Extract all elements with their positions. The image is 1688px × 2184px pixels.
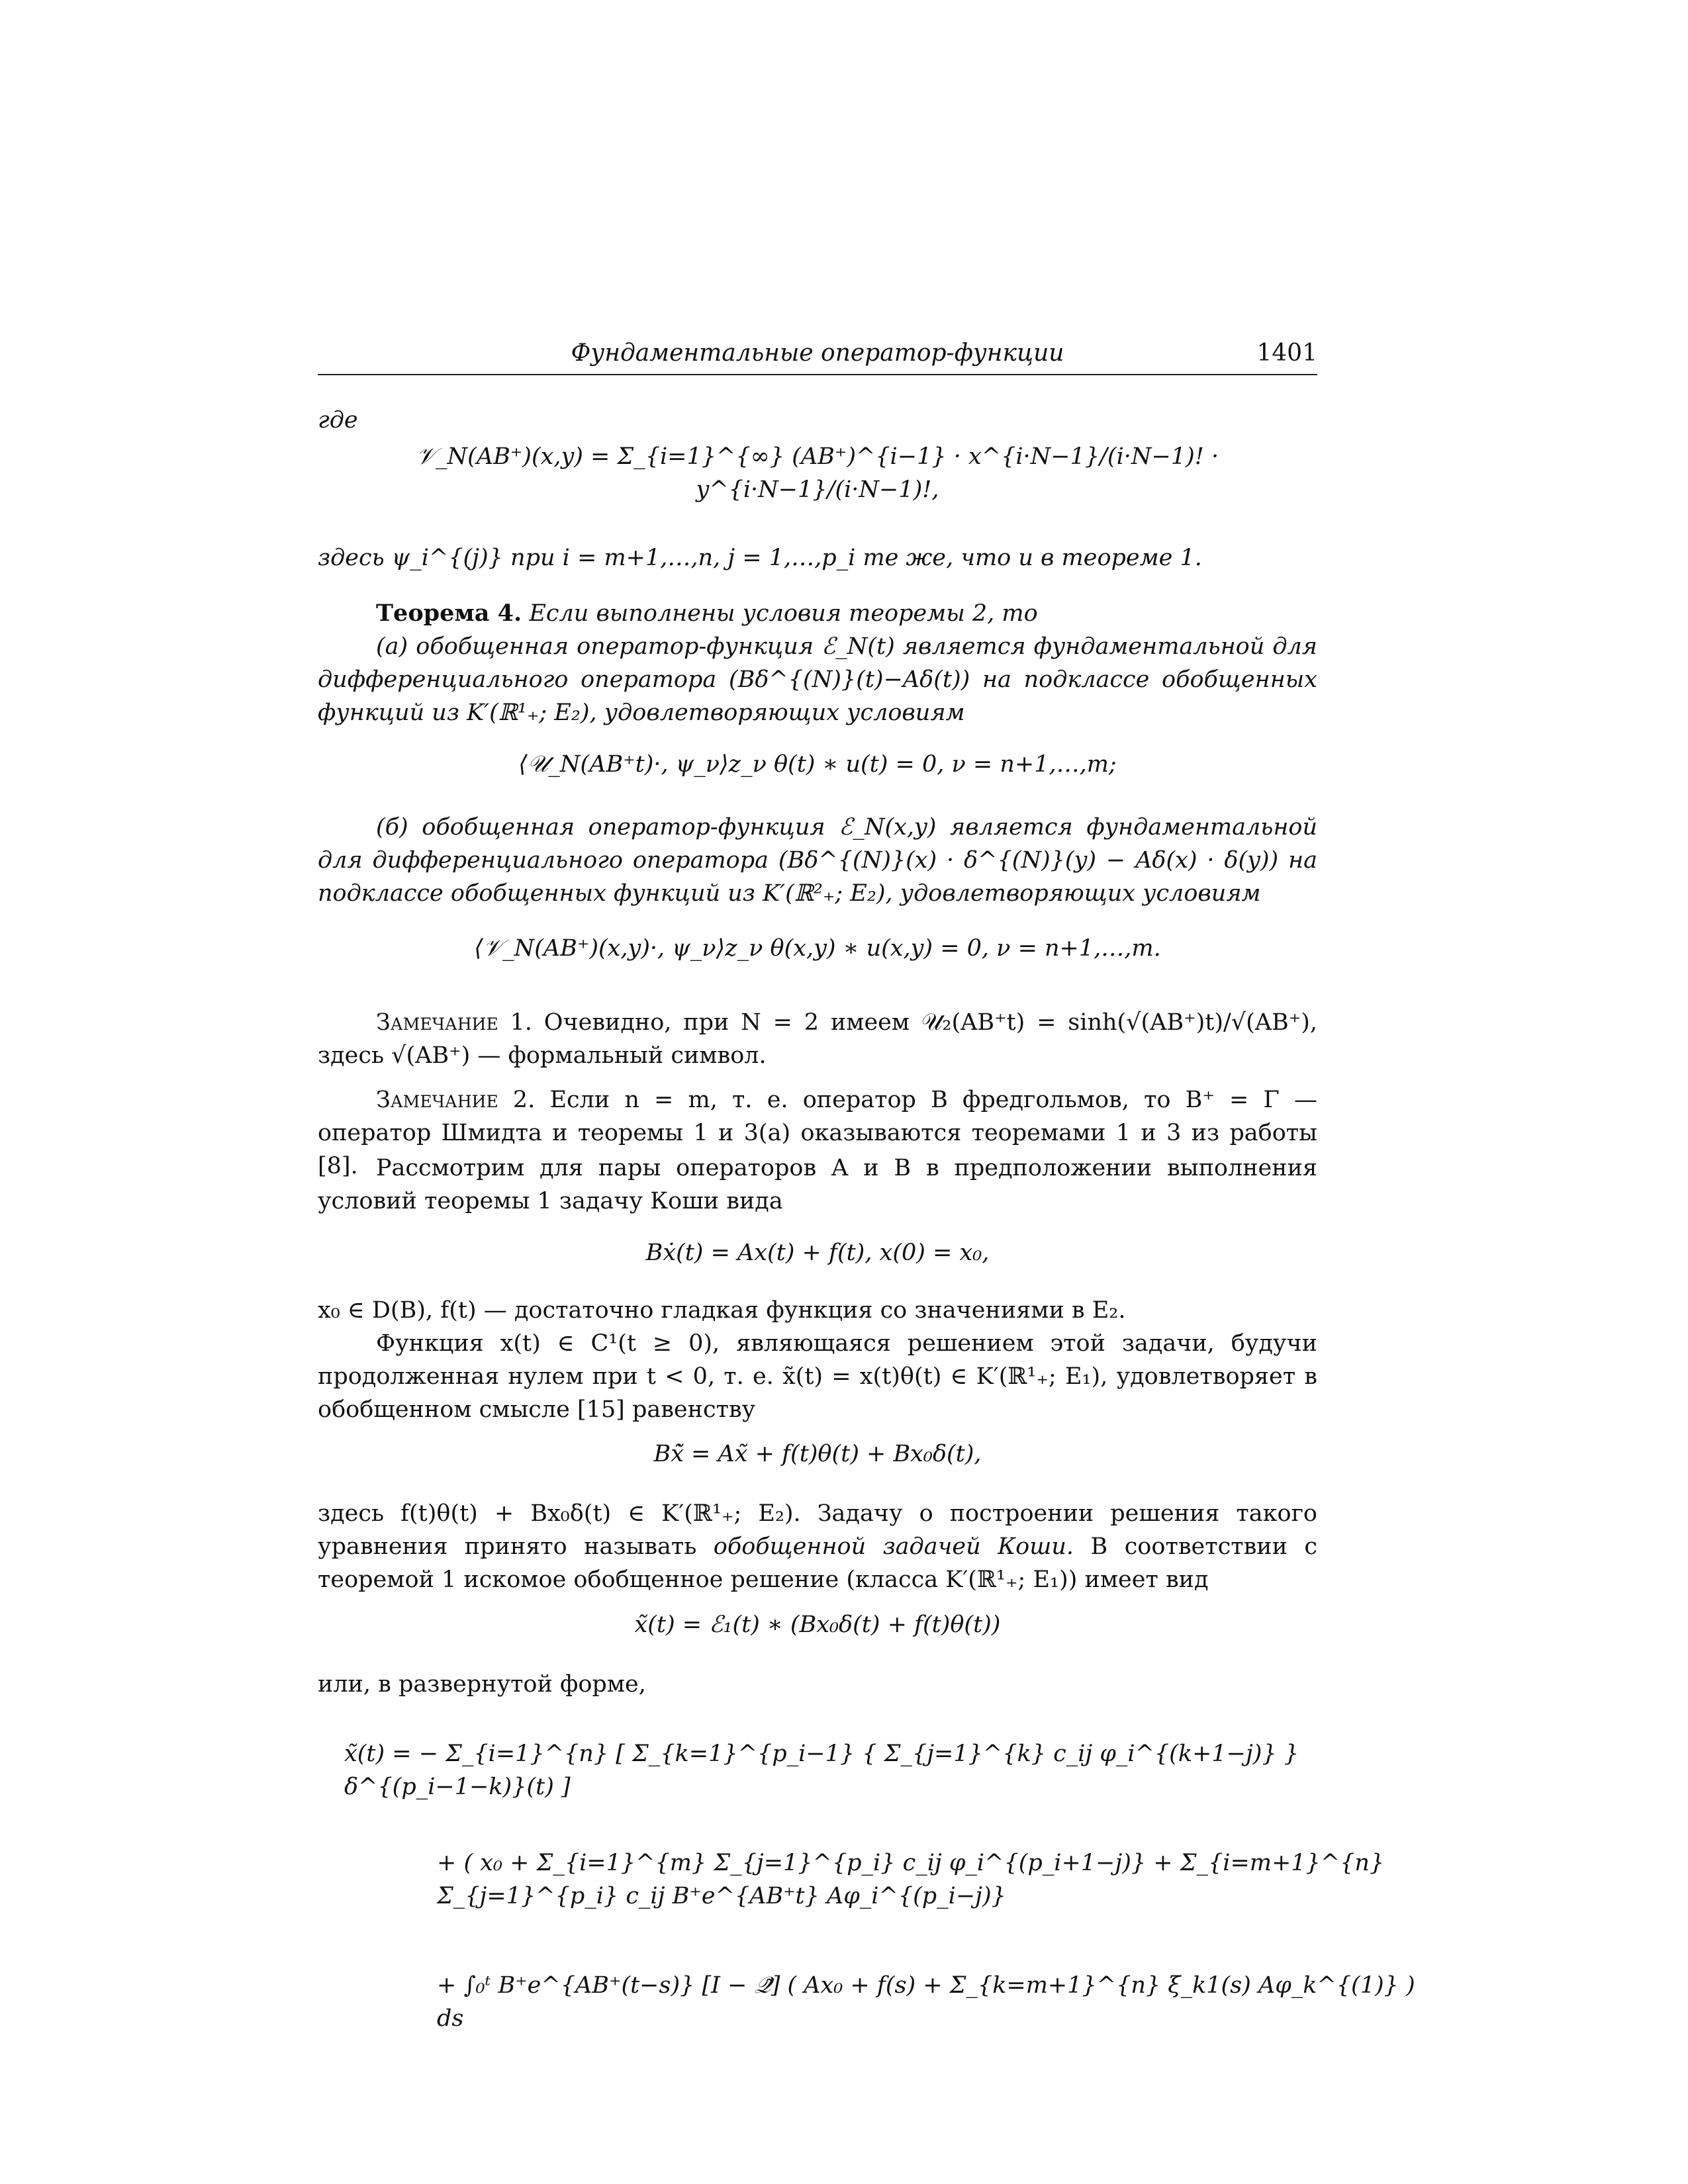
here-psi-text: здесь ψ_i^{(j)} при i = m+1,…,n, j = 1,…,p_i те же, что и в теореме 1. bbox=[318, 545, 1202, 571]
consider-paragraph: Рассмотрим для пары операторов A и B в предположении выполнения условий теоремы 1 задачу Коши вида bbox=[318, 1155, 1317, 1214]
remark-1 bbox=[318, 1006, 1317, 1072]
remark-1-text: Очевидно, при N = 2 имеем 𝒰₂(AB⁺t) = sinh(√(AB⁺)t)/√(AB⁺), здесь √(AB⁺) — формальный символ. bbox=[318, 1009, 1317, 1069]
remark-2-label: Замечание 2. bbox=[376, 1087, 536, 1113]
running-title: Фундаментальные оператор-функции bbox=[571, 340, 1064, 367]
equation-expanded-line-2: + ( x₀ + Σ_{i=1}^{m} Σ_{j=1}^{p_i} c_ij φ_i^{(p_i+1−j)} + Σ_{i=m+1}^{n} Σ_{j=1}^{p_i} c_ij B⁺e^{AB⁺t} Aφ_i^{(p_i−j)} bbox=[437, 1850, 1385, 1909]
page-number: 1401 bbox=[1256, 340, 1317, 367]
gc-text-b: В соответствии с теоремой 1 искомое обобщенное решение (класса K′(ℝ¹₊; E₁)) имеет вид bbox=[318, 1533, 1317, 1593]
gc-text-a: здесь f(t)θ(t) + Bx₀δ(t) ∈ K′(ℝ¹₊; E₂). Задачу о построении решения такого уравнения принято называть bbox=[318, 1500, 1317, 1560]
generalized-cauchy-paragraph bbox=[318, 1497, 1317, 1596]
equation-expanded-line-3: + ∫₀ᵗ B⁺e^{AB⁺(t−s)} [I − 𝒬̃] ( Ax₀ + f(s) + Σ_{k=m+1}^{n} ξ_k1(s) Aφ_k^{(1)} ) ds bbox=[437, 1972, 1415, 2032]
theorem-part-b: (б) обобщенная оператор-функция ℰ_N(x,y) является фундаментальной для дифференциального оператора (Bδ^{(N)}(x) · δ^{(N)}(y) − Aδ(x) · δ(y)) на подклассе обобщенных функций из K′(ℝ²₊; E₂), удовлетворяющих условиям bbox=[318, 814, 1317, 907]
equation-condition-b: ⟨𝒱_N(AB⁺)(x,y)·, ψ_ν⟩z_ν θ(x,y) ∗ u(x,y) = 0, ν = n+1,…,m. bbox=[474, 935, 1161, 962]
where-word: где bbox=[318, 407, 358, 433]
equation-vn: 𝒱_N(AB⁺)(x,y) = Σ_{i=1}^{∞} (AB⁺)^{i−1} · x^{i·N−1}/(i·N−1)! · y^{i·N−1}/(i·N−1)!, bbox=[416, 443, 1219, 503]
equation-expanded-line-1: x̃(t) = − Σ_{i=1}^{n} [ Σ_{k=1}^{p_i−1} { Σ_{j=1}^{k} c_ij φ_i^{(k+1−j)} } δ^{(p_i−1−k)}(t) ] bbox=[344, 1741, 1299, 1800]
theorem-lead: Если выполнены условия теоремы 2, то bbox=[529, 600, 1038, 627]
gc-term: обобщенной задачей Коши. bbox=[713, 1533, 1074, 1560]
expanded-form-text: или, в развернутой форме, bbox=[318, 1671, 646, 1698]
equation-condition-a: ⟨𝒰_N(AB⁺t)·, ψ_ν⟩z_ν θ(t) ∗ u(t) = 0, ν = n+1,…,m; bbox=[518, 751, 1117, 778]
function-paragraph: Функция x(t) ∈ C¹(t ≥ 0), являющаяся решением этой задачи, будучи продолженная нулем при t < 0, т. е. x̃(t) = x(t)θ(t) ∈ K′(ℝ¹₊; E₁), удовлетворяет в обобщенном смысле [15] равенству bbox=[318, 1330, 1317, 1423]
equation-cauchy: Bẋ(t) = Ax(t) + f(t), x(0) = x₀, bbox=[645, 1240, 990, 1266]
theorem-4 bbox=[318, 597, 1317, 630]
running-header bbox=[318, 334, 1317, 375]
equation-solution: x̃(t) = ℰ₁(t) ∗ (Bx₀δ(t) + f(t)θ(t)) bbox=[634, 1612, 1001, 1638]
x0-paragraph: x₀ ∈ D(B), f(t) — достаточно гладкая функция со значениями в E₂. bbox=[318, 1297, 1126, 1324]
theorem-part-a: (а) обобщенная оператор-функция ℰ_N(t) является фундаментальной для дифференциального оператора (Bδ^{(N)}(t)−Aδ(t)) на подклассе обобщенных функций из K′(ℝ¹₊; E₂), удовлетворяющих условиям bbox=[318, 633, 1317, 726]
theorem-label: Теорема 4. bbox=[376, 600, 522, 627]
remark-2-text: Если n = m, т. е. оператор B фредгольмов, то B⁺ = Γ — оператор Шмидта и теоремы 1 и 3(а) оказываются теоремами 1 и 3 из работы [8]. bbox=[318, 1087, 1317, 1179]
equation-generalized: Bx̃̇ = Ax̃ + f(t)θ(t) + Bx₀δ(t), bbox=[653, 1441, 982, 1467]
remark-1-label: Замечание 1. bbox=[376, 1009, 532, 1036]
